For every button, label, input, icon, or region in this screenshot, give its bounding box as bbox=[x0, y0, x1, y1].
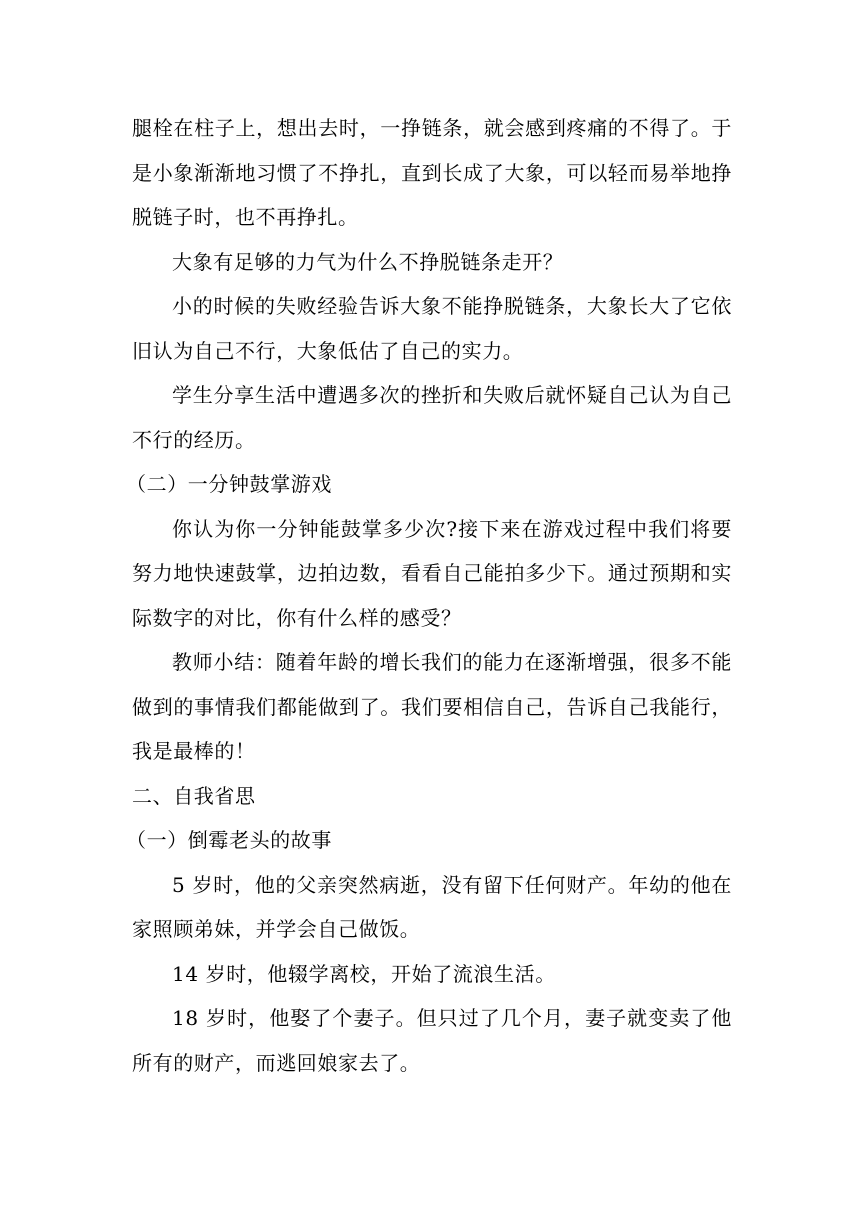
paragraph-age-5: 5 岁时，他的父亲突然病逝，没有留下任何财产。年幼的他在家照顾弟妹，并学会自己做饭。 bbox=[132, 872, 732, 941]
subheading-clapping-game: （二）一分钟鼓掌游戏 bbox=[126, 472, 332, 496]
paragraph-elephant-answer: 小的时候的失败经验告诉大象不能挣脱链条，大象长大了它依旧认为自己不行，大象低估了自己的实力。 bbox=[132, 294, 732, 363]
document-body bbox=[126, 106, 732, 1085]
paragraph-age-18: 18 岁时，他娶了个妻子。但只过了几个月，妻子就变卖了他所有的财产，而逃回娘家去了。 bbox=[132, 1006, 732, 1075]
paragraph-clapping-instructions: 你认为你一分钟能鼓掌多少次?接下来在游戏过程中我们将要努力地快速鼓掌，边拍边数，看看自己能拍多少下。通过预期和实际数字的对比，你有什么样的感受？ bbox=[132, 516, 732, 630]
paragraph-elephant-story-continued: 腿栓在柱子上，想出去时，一挣链条，就会感到疼痛的不得了。于是小象渐渐地习惯了不挣扎，直到长成了大象，可以轻而易举地挣脱链子时，也不再挣扎。 bbox=[132, 116, 732, 229]
paragraph-teacher-summary: 教师小结：随着年龄的增长我们的能力在逐渐增强，很多不能做到的事情我们都能做到了。我们要相信自己，告诉自己我能行，我是最棒的！ bbox=[132, 650, 732, 763]
paragraph-age-14: 14 岁时，他辍学离校，开始了流浪生活。 bbox=[172, 961, 556, 986]
paragraph-elephant-question: 大象有足够的力气为什么不挣脱链条走开？ bbox=[172, 249, 564, 274]
subheading-unlucky-old-man: （一）倒霉老头的故事 bbox=[126, 828, 332, 852]
paragraph-student-sharing: 学生分享生活中遭遇多次的挫折和失败后就怀疑自己认为自己不行的经历。 bbox=[132, 383, 732, 452]
heading-self-reflection: 二、自我省思 bbox=[132, 783, 256, 808]
